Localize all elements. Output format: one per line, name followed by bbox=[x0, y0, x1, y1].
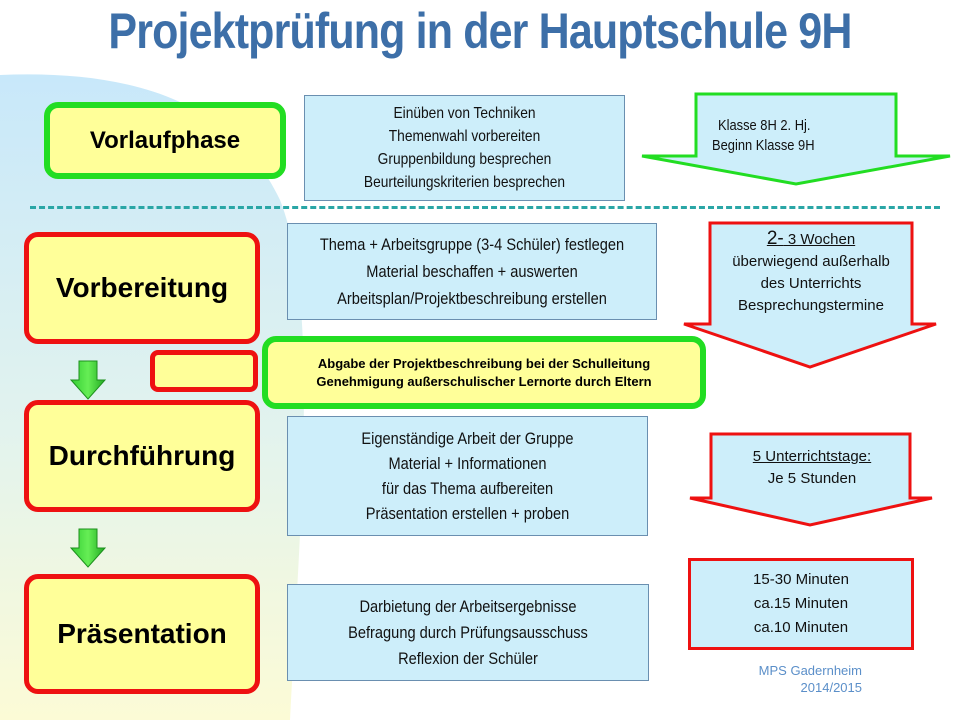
box-vorlaufphase bbox=[304, 95, 625, 201]
phase-durchfuehrung-label: Durchführung bbox=[48, 440, 236, 471]
timing-durchfuehrung-line-1: 5 Unterrichtstage: bbox=[752, 448, 872, 465]
phase-vorlaufphase-label: Vorlaufphase bbox=[89, 126, 241, 154]
box-durchfuehrung-line-1: Eigenständige Arbeit der Gruppe bbox=[361, 429, 574, 448]
box-durchfuehrung-line-3: für das Thema aufbereiten bbox=[381, 479, 554, 498]
box-praesentation-line-2: Befragung durch Prüfungsausschuss bbox=[348, 622, 588, 642]
timing-box-praesentation bbox=[688, 558, 914, 650]
phase-praesentation bbox=[24, 574, 260, 694]
box-vorlaufphase-line-3: Gruppenbildung besprechen bbox=[377, 151, 552, 168]
timing-praesentation-line-2: ca.15 Minuten bbox=[753, 595, 849, 612]
box-vorbereitung bbox=[287, 223, 657, 320]
down-arrow-2 bbox=[70, 528, 106, 568]
timing-vorbereitung-line-3: Besprechungstermine bbox=[738, 297, 884, 314]
timing-praesentation-line-1: 15-30 Minuten bbox=[753, 571, 849, 588]
phase-divider bbox=[30, 206, 940, 209]
box-praesentation bbox=[287, 584, 649, 681]
page-title: Projektprüfung in der Hauptschule 9H bbox=[108, 3, 852, 59]
footer-line-2: 2014/2015 bbox=[800, 680, 862, 695]
box-abgabe-line-2: Genehmigung außerschulischer Lernorte durch Eltern bbox=[316, 373, 652, 389]
footer-line-1: MPS Gadernheim bbox=[758, 663, 862, 678]
timing-vorbereitung-line-1: überwiegend außerhalb bbox=[732, 253, 890, 270]
timing-vorlauf-line-1: Klasse 8H 2. Hj. bbox=[718, 117, 811, 134]
box-durchfuehrung bbox=[287, 416, 648, 536]
down-arrow-1 bbox=[70, 360, 106, 400]
timing-text-durchfuehrung bbox=[712, 446, 912, 490]
timing-praesentation-line-3: ca.10 Minuten bbox=[753, 619, 849, 636]
timing-vorbereitung-duration-start: 2- bbox=[766, 228, 784, 249]
box-vorlaufphase-line-4: Beurteilungskriterien besprechen bbox=[363, 174, 566, 191]
box-praesentation-line-3: Reflexion der Schüler bbox=[398, 648, 538, 668]
box-vorlaufphase-line-1: Einüben von Techniken bbox=[393, 105, 536, 122]
footer-credit bbox=[759, 662, 862, 696]
box-vorbereitung-line-1: Thema + Arbeitsgruppe (3-4 Schüler) festlegen bbox=[319, 235, 625, 254]
abgabe-marker bbox=[150, 350, 258, 392]
timing-durchfuehrung-line-2: Je 5 Stunden bbox=[767, 470, 857, 487]
phase-vorlaufphase bbox=[44, 102, 286, 179]
timing-text-vorbereitung bbox=[706, 228, 916, 317]
phase-vorbereitung-label: Vorbereitung bbox=[55, 272, 229, 303]
box-vorbereitung-line-2: Material beschaffen + auswerten bbox=[366, 262, 578, 281]
timing-vorbereitung-line-2: des Unterrichts bbox=[760, 275, 862, 292]
box-vorbereitung-line-3: Arbeitsplan/Projektbeschreibung erstellen bbox=[337, 289, 607, 308]
box-abgabe-line-1: Abgabe der Projektbeschreibung bei der Schulleitung bbox=[317, 355, 651, 371]
box-praesentation-line-1: Darbietung der Arbeitsergebnisse bbox=[359, 596, 577, 616]
phase-durchfuehrung bbox=[24, 400, 260, 512]
timing-vorlauf-line-2: Beginn Klasse 9H bbox=[712, 137, 815, 154]
phase-praesentation-label: Präsentation bbox=[57, 618, 227, 649]
timing-vorbereitung-duration-rest: 3 Wochen bbox=[783, 231, 856, 248]
box-durchfuehrung-line-4: Präsentation erstellen + proben bbox=[365, 504, 570, 523]
box-abgabe bbox=[262, 336, 706, 409]
timing-vorbereitung-duration bbox=[706, 228, 916, 251]
timing-text-vorlauf bbox=[700, 116, 890, 156]
box-durchfuehrung-line-2: Material + Informationen bbox=[388, 454, 547, 473]
phase-vorbereitung bbox=[24, 232, 260, 344]
box-vorlaufphase-line-2: Themenwahl vorbereiten bbox=[388, 128, 541, 145]
